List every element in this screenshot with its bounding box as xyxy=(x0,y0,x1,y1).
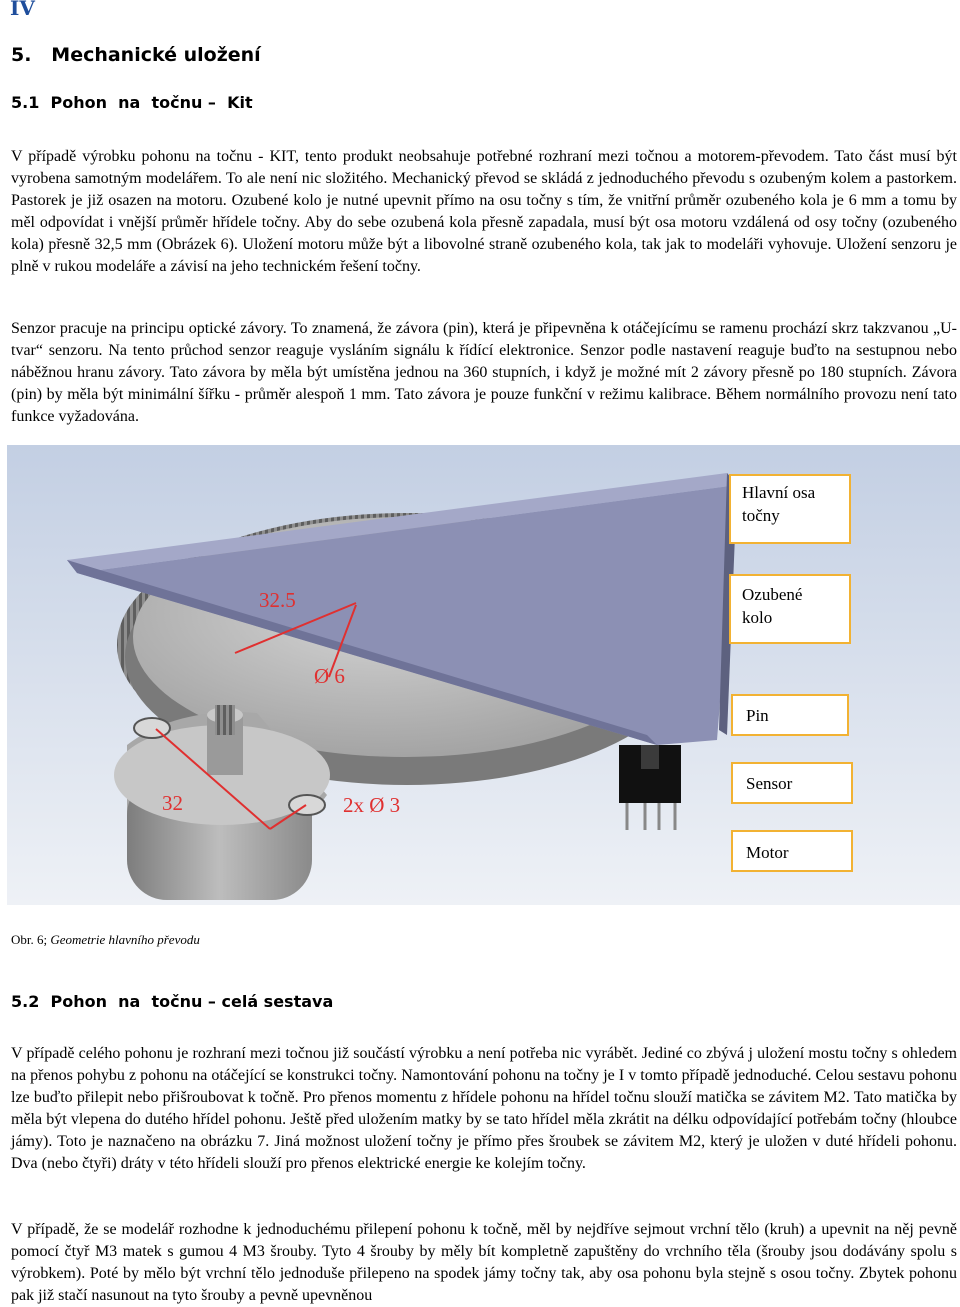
callout-sensor xyxy=(732,763,852,803)
dim-gear-distance: 32.5 xyxy=(259,588,296,612)
figure-render xyxy=(7,445,960,905)
figure-caption xyxy=(11,932,200,948)
callout-main-axis xyxy=(730,475,850,543)
paragraph-kit-intro: V případě výrobku pohonu na točnu - KIT, tento produkt neobsahuje potřebné rozhraní mezi točnou a motorem-převodem. Tato část musí být vyrobena samotným modelářem. To ale není nic složitého. Mechanický převod se skládá z jednoduchého převodu s ozubeným kolem a pastorkem. Pastorek je již osazen na motoru. Ozubené kolo je nutné upevnit přímo na osu točny s tím, že vnitřní průměr ozubeného kola je 6 mm a tomu by měl odpovídat i vnější průměr hřídele točny. Aby do sebe ozubená kola přesně zapadala, musí být osa motoru vzdálená od osy točny (ozubeného kola) přesně 32,5 mm (Obrázek 6). Uložení motoru může být a libovolné straně ozubeného kola, tak jak to modeláři vyhovuje. Uložení senzoru je plně v rukou modeláře a závisí na jeho technickém řešení točny. xyxy=(11,148,957,276)
page-number-label: IV xyxy=(10,0,35,20)
callout-pin-label: Pin xyxy=(746,706,769,725)
paragraph-full-assembly: V případě celého pohonu je rozhraní mezi točnou již součástí výrobku a není potřeba nic vyrábět. Jediné co zbývá j uložení mostu točny s ohledem na přenos pohybu z pohonu na otáčející se konstrukci točny. Namontování pohonu na točny je I v tomto případě jednoduché. Celou sestavu pohonu lze buďto přilepit nebo přišroubovat k točně. Pro přenos momentu z hřídele pohonu na hřídel točnu slouží matička se závitem M2. Tato matička by měla být vlepena do dutého hřídel pohonu. Ještě před uložením matky by se tato hřídel měla zkrátit na délku odpovídající potřebám točny (hloubce jámy). Toto je naznačeno na obrázku 7. Jiná možnost uložení točny je přímo přes šroubek se závitem M2, který je uložen v duté hřídeli pohonu. Dva (nebo čtyři) dráty v této hřídeli slouží pro přenos elektrické energie ke kolejím točny. xyxy=(11,1045,957,1173)
callout-main-axis-line2: točny xyxy=(742,506,780,525)
callout-gear-line2: kolo xyxy=(742,608,773,627)
callout-motor xyxy=(732,831,852,871)
subsection-heading-1: 5.1 Pohon na točnu – Kit xyxy=(11,93,253,112)
caption-title: Geometrie hlavního převodu xyxy=(50,932,200,947)
callout-motor-label: Motor xyxy=(746,843,789,862)
caption-prefix: Obr. 6; xyxy=(11,932,51,947)
paragraph-gluing: V případě, že se modelář rozhodne k jednoduchému přilepení pohonu k točně, měl by nejdříve sejmout vrchní tělo (kruh) a upevnit na něj pevně pomocí čtyř M3 matek s gumou 4 M3 šrouby. Tyto 4 šrouby by měly bít kompletně zapuštěny do vrchního těla (šrouby jsou dodávány spolu s výrobkem). Poté by mělo být vrchní tělo jednoduše přilepeno na spodek jámy točny tak, aby osa pohonu byla stejně s osou točny. Zbytek pohonu pak již stačí nasunout na tyto šrouby a pevně upevněnou xyxy=(11,1221,957,1305)
callout-gear xyxy=(730,575,850,643)
subsection-heading-2: 5.2 Pohon na točnu – celá sestava xyxy=(11,992,334,1011)
callout-sensor-label: Sensor xyxy=(746,774,793,793)
callout-main-axis-line1: Hlavní osa xyxy=(742,483,816,502)
paragraph-sensor: Senzor pracuje na principu optické závory. To znamená, že závora (pin), která je připevněna k otáčejícímu se ramenu prochází skrz takzvanou „U-tvar“ senzoru. Na tento průchod senzor reaguje vysláním signálu k řídící elektronice. Senzor podle nastavení reaguje buďto na sestupnou nebo náběžnou hranu závory. Tato závora by měla být umístěna jednou na 360 stupních, i když je možné mít 2 závory přesně po 180 stupních. Závora (pin) by měla být minimální šířku - průměr alespoň 1 mm. Tato závora je pouze funkční v režimu kalibrace. Během normálního provozu není tato funkce vyžadována. xyxy=(11,320,957,426)
callout-gear-line1: Ozubené xyxy=(742,585,803,604)
dim-mount-holes: 2x Ø 3 xyxy=(343,793,401,817)
section-heading: 5. Mechanické uložení xyxy=(11,44,261,66)
dim-shaft-diameter: Ø 6 xyxy=(314,664,345,688)
dim-motor-width: 32 xyxy=(162,791,183,815)
callout-pin xyxy=(732,695,848,735)
gear-geometry-figure xyxy=(7,445,960,905)
